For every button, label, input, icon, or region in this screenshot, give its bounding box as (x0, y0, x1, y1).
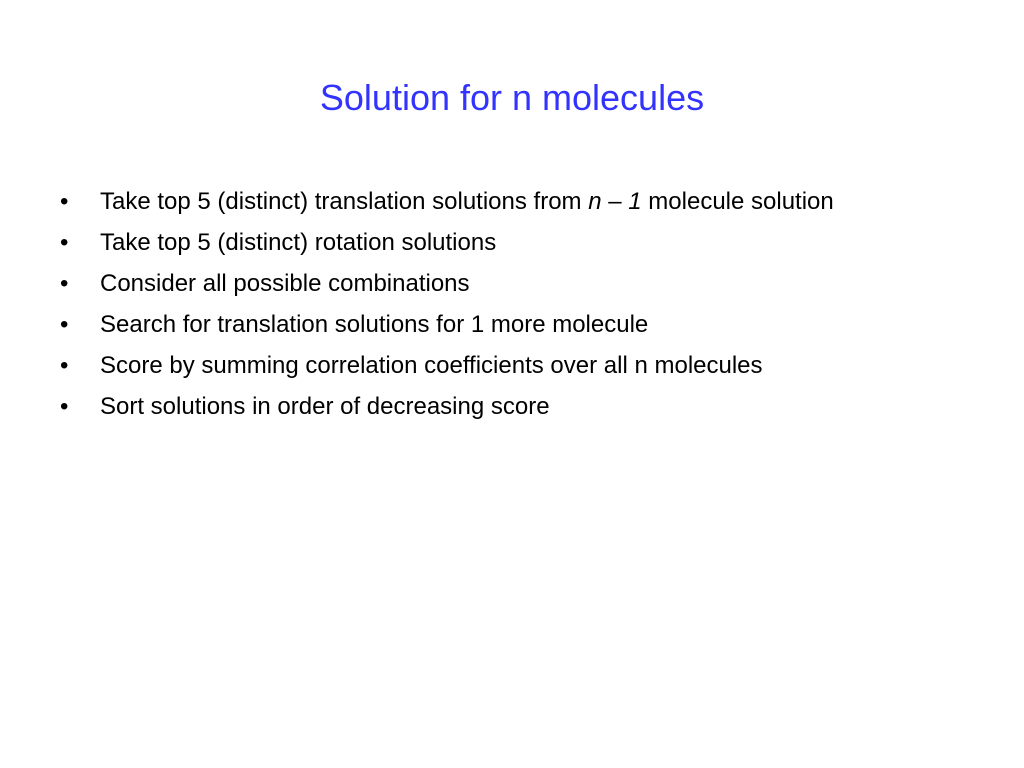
bullet-item (60, 184, 940, 219)
bullet-text-start: Take top 5 (distinct) translation solutions from (100, 188, 589, 215)
bullet-text: Search for translation solutions for 1 more molecule (100, 311, 649, 338)
bullet-item (60, 307, 940, 342)
math-minus: – (601, 188, 629, 215)
bullet-text: Score by summing correlation coefficients over all n molecules (100, 352, 763, 379)
bullet-text: Sort solutions in order of decreasing score (100, 393, 550, 420)
slide-title: Solution for n molecules (319, 77, 705, 118)
bullet-icon: • (60, 393, 69, 420)
bullet-icon: • (60, 229, 69, 256)
bullet-icon: • (60, 188, 69, 215)
math-variable-n: n (588, 188, 602, 215)
bullet-item (60, 225, 940, 260)
bullet-item (60, 266, 940, 301)
bullet-item (60, 348, 940, 383)
bullet-icon: • (60, 311, 69, 338)
bullet-icon: • (60, 352, 69, 379)
bullet-text: Take top 5 (distinct) rotation solutions (100, 229, 497, 256)
bullet-item (60, 389, 940, 424)
bullet-list (60, 184, 940, 430)
bullet-text: Consider all possible combinations (100, 270, 470, 297)
math-constant-1: 1 (628, 188, 642, 215)
bullet-icon: • (60, 270, 69, 297)
bullet-text-end: molecule solution (641, 188, 834, 215)
